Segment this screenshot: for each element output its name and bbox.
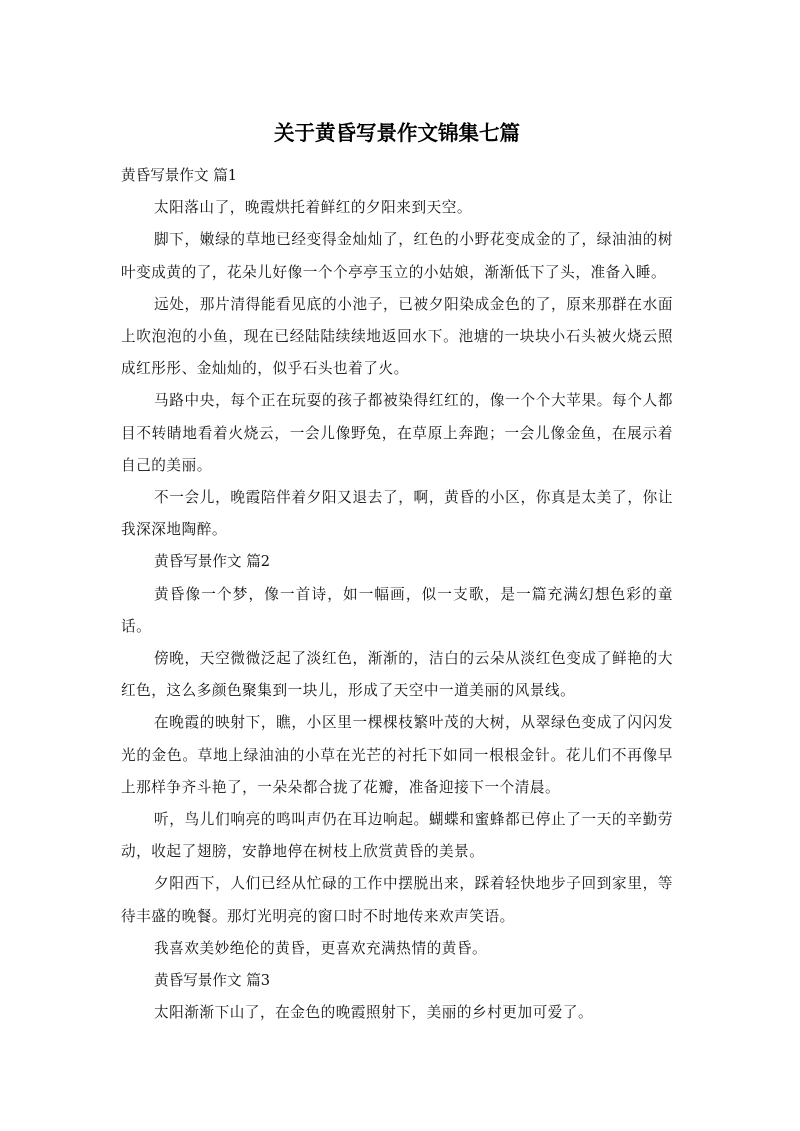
paragraph: 太阳落山了，晚霞烘托着鲜红的夕阳来到天空。: [154, 199, 473, 217]
paragraph: 听，鸟儿们响亮的鸣叫声仍在耳边响起。蝴蝶和蜜蜂都已停止了一天的辛勤劳动，收起了翅膀，安静地停在树枝上欣赏黄昏的美景。: [121, 811, 673, 861]
paragraph: 远处，那片清得能看见底的小池子，已被夕阳染成金色的了，原来那群在水面上吹泡泡的小鱼，现在已经陆陆续续地返回水下。池塘的一块块小石头被火烧云照成红彤彤、金灿灿的，似乎石头也着了火。: [121, 295, 673, 378]
paragraph: 脚下，嫩绿的草地已经变得金灿灿了，红色的小野花变成金的了，绿油油的树叶变成黄的了，花朵儿好像一个个亭亭玉立的小姑娘，渐渐低下了头，准备入睡。: [121, 231, 673, 281]
section-heading-1: 黄昏写景作文 篇1: [121, 167, 238, 184]
paragraph: 傍晚，天空微微泛起了淡红色，渐渐的，洁白的云朵从淡红色变成了鲜艳的大红色，这么多颜色聚集到一块儿，形成了天空中一道美丽的风景线。: [121, 650, 673, 700]
section-heading-2: 黄昏写景作文 篇2: [154, 553, 271, 571]
document-body: [121, 160, 673, 1029]
paragraph: 黄昏像一个梦，像一首诗，如一幅画，似一支歌，是一篇充满幻想色彩的童话。: [121, 585, 673, 635]
section-heading-3: 黄昏写景作文 篇3: [154, 972, 271, 990]
paragraph: 马路中央，每个正在玩耍的孩子都被染得红红的，像一个个大苹果。每个人都目不转睛地看着火烧云，一会儿像野兔，在草原上奔跑；一会儿像金鱼，在展示着自己的美丽。: [121, 392, 673, 474]
paragraph: 在晚霞的映射下，瞧，小区里一棵棵枝繁叶茂的大树，从翠绿色变成了闪闪发光的金色。草地上绿油油的小草在光芒的衬托下如同一根根金针。花儿们不再像早上那样争齐斗艳了，一朵朵都合拢了花瓣，准备迎接下一个清晨。: [121, 714, 673, 796]
paragraph: 太阳渐渐下山了，在金色的晚霞照射下，美丽的乡村更加可爱了。: [154, 1004, 594, 1022]
paragraph: 不一会儿，晚霞陪伴着夕阳又退去了，啊，黄昏的小区，你真是太美了，你让我深深地陶醉。: [121, 489, 673, 539]
document-title: 关于黄昏写景作文锦集七篇: [274, 121, 520, 145]
paragraph: 夕阳西下，人们已经从忙碌的工作中摆脱出来，踩着轻快地步子回到家里，等待丰盛的晚餐。那灯光明亮的窗口时不时地传来欢声笑语。: [121, 875, 673, 925]
paragraph: 我喜欢美妙绝伦的黄昏，更喜欢充满热情的黄昏。: [154, 939, 488, 957]
